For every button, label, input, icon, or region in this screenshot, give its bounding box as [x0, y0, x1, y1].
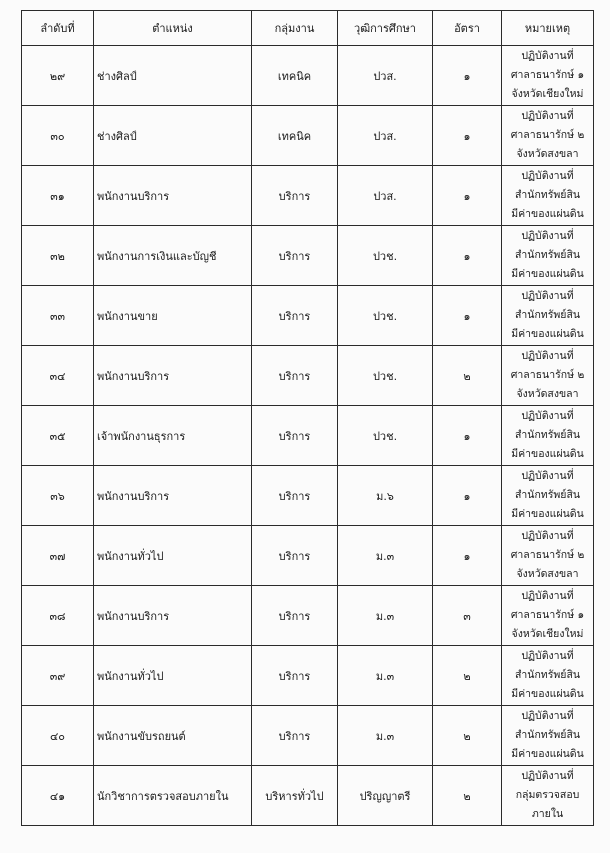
- cell-education: ปวส.: [338, 166, 433, 226]
- cell-note: [502, 226, 594, 286]
- header-no: ลำดับที่: [22, 11, 94, 46]
- cell-work-group: บริหารทั่วไป: [252, 766, 338, 826]
- cell-number: ๔๐: [22, 706, 94, 766]
- cell-position-title: พนักงานบริการ: [94, 466, 252, 526]
- cell-note: [502, 466, 594, 526]
- cell-position-title: ช่างศิลป์: [94, 46, 252, 106]
- note-line: ศาลาธนารักษ์ ๑: [510, 69, 585, 81]
- header-note: หมายเหตุ: [502, 11, 594, 46]
- note-line: ปฏิบัติงานที่: [521, 230, 574, 242]
- cell-education: ปวส.: [338, 106, 433, 166]
- cell-education: ปวช.: [338, 346, 433, 406]
- cell-rate: ๑: [433, 166, 502, 226]
- note-line: จังหวัดสงขลา: [516, 568, 579, 580]
- cell-position-title: นักวิชาการตรวจสอบภายใน: [94, 766, 252, 826]
- note-line: สำนักทรัพย์สิน: [514, 729, 581, 741]
- note-line: มีค่าของแผ่นดิน: [511, 508, 584, 520]
- cell-rate: ๒: [433, 706, 502, 766]
- table-row: [22, 406, 594, 466]
- note-line: สำนักทรัพย์สิน: [514, 429, 581, 441]
- note-line: จังหวัดเชียงใหม่: [511, 88, 584, 100]
- note-line: มีค่าของแผ่นดิน: [511, 688, 584, 700]
- cell-number: ๓๙: [22, 646, 94, 706]
- cell-work-group: บริการ: [252, 586, 338, 646]
- cell-work-group: บริการ: [252, 286, 338, 346]
- note-line: ปฏิบัติงานที่: [521, 350, 574, 362]
- note-line: มีค่าของแผ่นดิน: [511, 448, 584, 460]
- cell-position-title: พนักงานบริการ: [94, 346, 252, 406]
- cell-number: ๓๓: [22, 286, 94, 346]
- cell-position-title: พนักงานขับรถยนต์: [94, 706, 252, 766]
- cell-rate: ๑: [433, 406, 502, 466]
- cell-work-group: บริการ: [252, 346, 338, 406]
- cell-rate: ๒: [433, 646, 502, 706]
- cell-number: ๓๒: [22, 226, 94, 286]
- cell-education: ม.๖: [338, 466, 433, 526]
- table-row: [22, 466, 594, 526]
- note-line: ภายใน: [531, 808, 564, 820]
- cell-education: ปวช.: [338, 286, 433, 346]
- note-line: มีค่าของแผ่นดิน: [511, 328, 584, 340]
- table-row: [22, 166, 594, 226]
- cell-rate: ๒: [433, 766, 502, 826]
- header-position: ตำแหน่ง: [94, 11, 252, 46]
- cell-education: ปริญญาตรี: [338, 766, 433, 826]
- cell-position-title: พนักงานบริการ: [94, 166, 252, 226]
- table-body: [22, 46, 594, 826]
- table-row: [22, 106, 594, 166]
- table-row: [22, 46, 594, 106]
- note-line: ศาลาธนารักษ์ ๑: [510, 609, 585, 621]
- cell-number: ๓๘: [22, 586, 94, 646]
- table-row: [22, 586, 594, 646]
- note-line: ปฏิบัติงานที่: [521, 710, 574, 722]
- note-line: ศาลาธนารักษ์ ๒: [510, 369, 585, 381]
- note-line: ปฏิบัติงานที่: [521, 590, 574, 602]
- cell-position-title: พนักงานขาย: [94, 286, 252, 346]
- cell-note: [502, 406, 594, 466]
- table-row: [22, 646, 594, 706]
- cell-education: ปวช.: [338, 226, 433, 286]
- note-line: ปฏิบัติงานที่: [521, 50, 574, 62]
- cell-rate: ๑: [433, 466, 502, 526]
- note-line: มีค่าของแผ่นดิน: [511, 748, 584, 760]
- cell-note: [502, 46, 594, 106]
- table-row: [22, 526, 594, 586]
- note-line: ปฏิบัติงานที่: [521, 770, 574, 782]
- cell-rate: ๑: [433, 526, 502, 586]
- cell-education: ม.๓: [338, 586, 433, 646]
- cell-position-title: ช่างศิลป์: [94, 106, 252, 166]
- note-line: จังหวัดเชียงใหม่: [511, 628, 584, 640]
- table-row: [22, 346, 594, 406]
- note-line: จังหวัดสงขลา: [516, 388, 579, 400]
- cell-note: [502, 526, 594, 586]
- note-line: ปฏิบัติงานที่: [521, 530, 574, 542]
- cell-number: ๓๗: [22, 526, 94, 586]
- header-group: กลุ่มงาน: [252, 11, 338, 46]
- header-education: วุฒิการศึกษา: [338, 11, 433, 46]
- cell-work-group: บริการ: [252, 646, 338, 706]
- note-line: ปฏิบัติงานที่: [521, 170, 574, 182]
- cell-position-title: พนักงานทั่วไป: [94, 646, 252, 706]
- note-line: สำนักทรัพย์สิน: [514, 189, 581, 201]
- cell-number: ๓๖: [22, 466, 94, 526]
- header-row: [22, 11, 594, 46]
- note-line: ปฏิบัติงานที่: [521, 290, 574, 302]
- note-line: ปฏิบัติงานที่: [521, 110, 574, 122]
- cell-note: [502, 586, 594, 646]
- cell-note: [502, 286, 594, 346]
- note-line: สำนักทรัพย์สิน: [514, 309, 581, 321]
- cell-work-group: เทคนิค: [252, 106, 338, 166]
- note-line: ปฏิบัติงานที่: [521, 410, 574, 422]
- table-row: [22, 706, 594, 766]
- table-row: [22, 286, 594, 346]
- header-rate: อัตรา: [433, 11, 502, 46]
- note-line: กลุ่มตรวจสอบ: [515, 789, 580, 801]
- note-line: สำนักทรัพย์สิน: [514, 669, 581, 681]
- cell-rate: ๒: [433, 346, 502, 406]
- note-line: จังหวัดสงขลา: [516, 148, 579, 160]
- cell-rate: ๓: [433, 586, 502, 646]
- cell-rate: ๑: [433, 226, 502, 286]
- note-line: ปฏิบัติงานที่: [521, 470, 574, 482]
- cell-note: [502, 766, 594, 826]
- cell-number: ๓๐: [22, 106, 94, 166]
- note-line: มีค่าของแผ่นดิน: [511, 208, 584, 220]
- cell-number: ๒๙: [22, 46, 94, 106]
- cell-rate: ๑: [433, 106, 502, 166]
- table-row: [22, 226, 594, 286]
- table-header: [22, 11, 594, 46]
- cell-work-group: เทคนิค: [252, 46, 338, 106]
- note-line: สำนักทรัพย์สิน: [514, 249, 581, 261]
- cell-work-group: บริการ: [252, 226, 338, 286]
- cell-education: ปวส.: [338, 46, 433, 106]
- cell-education: ม.๓: [338, 646, 433, 706]
- cell-position-title: พนักงานทั่วไป: [94, 526, 252, 586]
- cell-number: ๓๑: [22, 166, 94, 226]
- note-line: สำนักทรัพย์สิน: [514, 489, 581, 501]
- cell-rate: ๑: [433, 286, 502, 346]
- note-line: ศาลาธนารักษ์ ๒: [510, 549, 585, 561]
- cell-number: ๔๑: [22, 766, 94, 826]
- cell-note: [502, 646, 594, 706]
- note-line: ศาลาธนารักษ์ ๒: [510, 129, 585, 141]
- cell-position-title: เจ้าพนักงานธุรการ: [94, 406, 252, 466]
- cell-work-group: บริการ: [252, 706, 338, 766]
- cell-rate: ๑: [433, 46, 502, 106]
- cell-education: ม.๓: [338, 526, 433, 586]
- cell-position-title: พนักงานบริการ: [94, 586, 252, 646]
- cell-note: [502, 106, 594, 166]
- table-row: [22, 766, 594, 826]
- cell-work-group: บริการ: [252, 166, 338, 226]
- cell-note: [502, 346, 594, 406]
- note-line: ปฏิบัติงานที่: [521, 650, 574, 662]
- cell-number: ๓๕: [22, 406, 94, 466]
- positions-table: [21, 10, 594, 826]
- cell-note: [502, 166, 594, 226]
- cell-work-group: บริการ: [252, 406, 338, 466]
- cell-number: ๓๔: [22, 346, 94, 406]
- cell-work-group: บริการ: [252, 526, 338, 586]
- cell-position-title: พนักงานการเงินและบัญชี: [94, 226, 252, 286]
- note-line: มีค่าของแผ่นดิน: [511, 268, 584, 280]
- cell-work-group: บริการ: [252, 466, 338, 526]
- cell-note: [502, 706, 594, 766]
- cell-education: ปวช.: [338, 406, 433, 466]
- cell-education: ม.๓: [338, 706, 433, 766]
